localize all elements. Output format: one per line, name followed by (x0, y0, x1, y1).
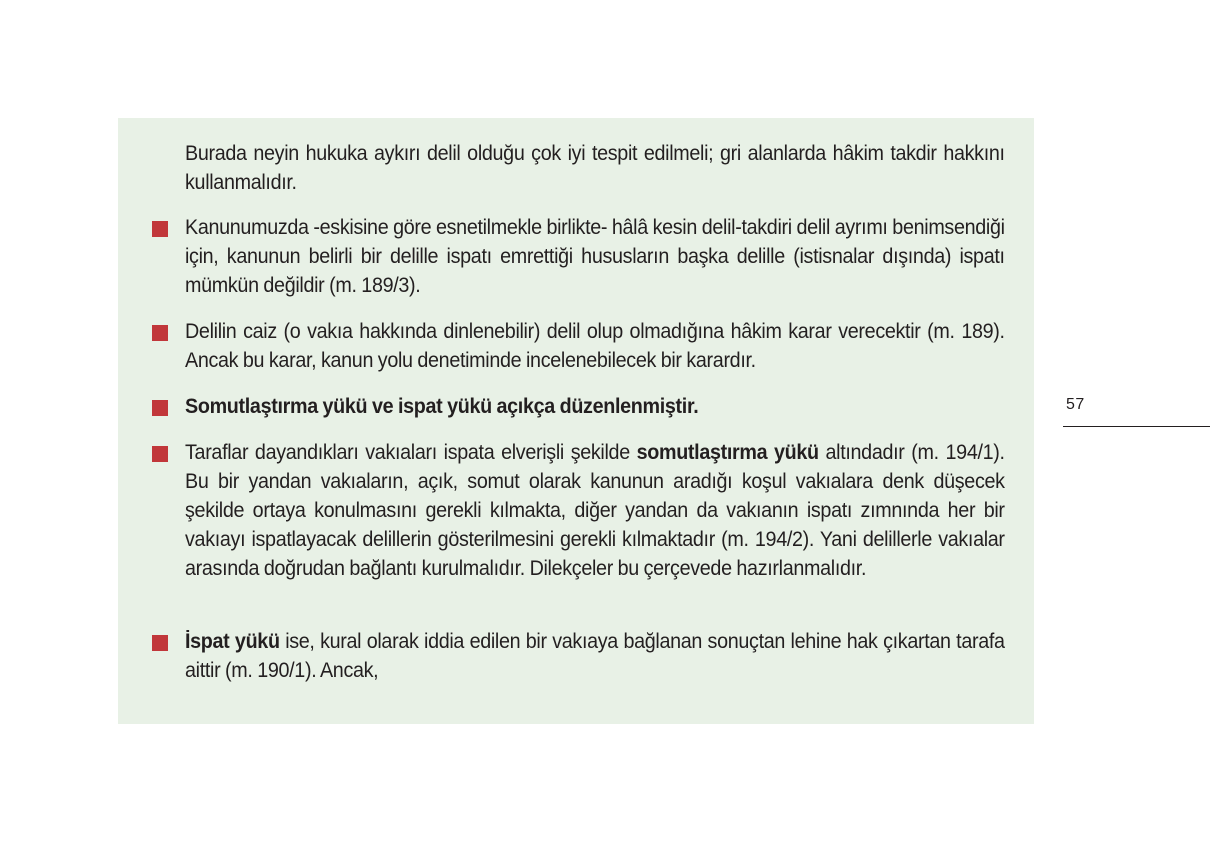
list-item-4-text-before: Taraflar dayandıkları vakıaları ispata elverişli şekilde (185, 441, 637, 464)
list-item-4 (185, 438, 1005, 583)
bullet-marker-4 (152, 446, 168, 462)
bullet-marker-5 (152, 635, 168, 651)
bullet-marker-1 (152, 221, 168, 237)
list-item-3-bold-text: Somutlaştırma yükü ve ispat yükü açıkça düzenlenmiştir. (185, 395, 699, 418)
bullet-marker-3 (152, 400, 168, 416)
list-item-1 (185, 213, 1005, 300)
list-item-4-bold-term: somutlaştırma yükü (636, 441, 819, 464)
list-item-5-text-after: ise, kural olarak iddia edilen bir vakıaya bağlanan sonuçtan lehine hak çıkartan tarafa aittir (m. 190/1). Ancak, (185, 630, 1005, 682)
list-item-5 (185, 627, 1005, 685)
intro-text: Burada neyin hukuka aykırı delil olduğu çok iyi tespit edilmeli; gri alanlarda hâkim takdir hakkını kullanmalıdır. (185, 142, 1005, 194)
list-item-2-text: Delilin caiz (o vakıa hakkında dinlenebilir) delil olup olmadığına hâkim karar verecektir (m. 189). Ancak bu karar, kanun yolu denetiminde incelenebilecek bir karardır. (185, 320, 1005, 372)
page-number-rule (1063, 426, 1210, 427)
list-item-3 (185, 392, 1005, 421)
bullet-marker-2 (152, 325, 168, 341)
list-item-4-text-after: altındadır (m. 194/1). Bu bir yandan vakıaların, açık, somut olarak kanunun aradığı koşul vakıalara denk düşecek şekilde ortaya konulmasını gerekli kılmakta, diğer yandan da vakıanın ispatı zımnında her bir vakıayı ispatlayacak delillerin gösterilmesini gerekli kılmaktadır (m. 194/2). Yani delillerle vakıalar arasında doğrudan bağlantı kurulmalıdır. Dilekçeler bu çerçevede hazırlanmalıdır. (185, 441, 1005, 580)
page-number: 57 (1066, 396, 1085, 413)
intro-paragraph (185, 139, 1005, 197)
list-item-2 (185, 317, 1005, 375)
list-item-5-bold-term: İspat yükü (185, 630, 280, 653)
list-item-1-text: Kanunumuzda -eskisine göre esnetilmekle birlikte- hâlâ kesin delil-takdiri delil ayrımı benimsendiği için, kanunun belirli bir delille ispatı emrettiği hususların başka delille (istisnalar dışında) ispatı mümkün değildir (m. 189/3). (185, 216, 1005, 297)
